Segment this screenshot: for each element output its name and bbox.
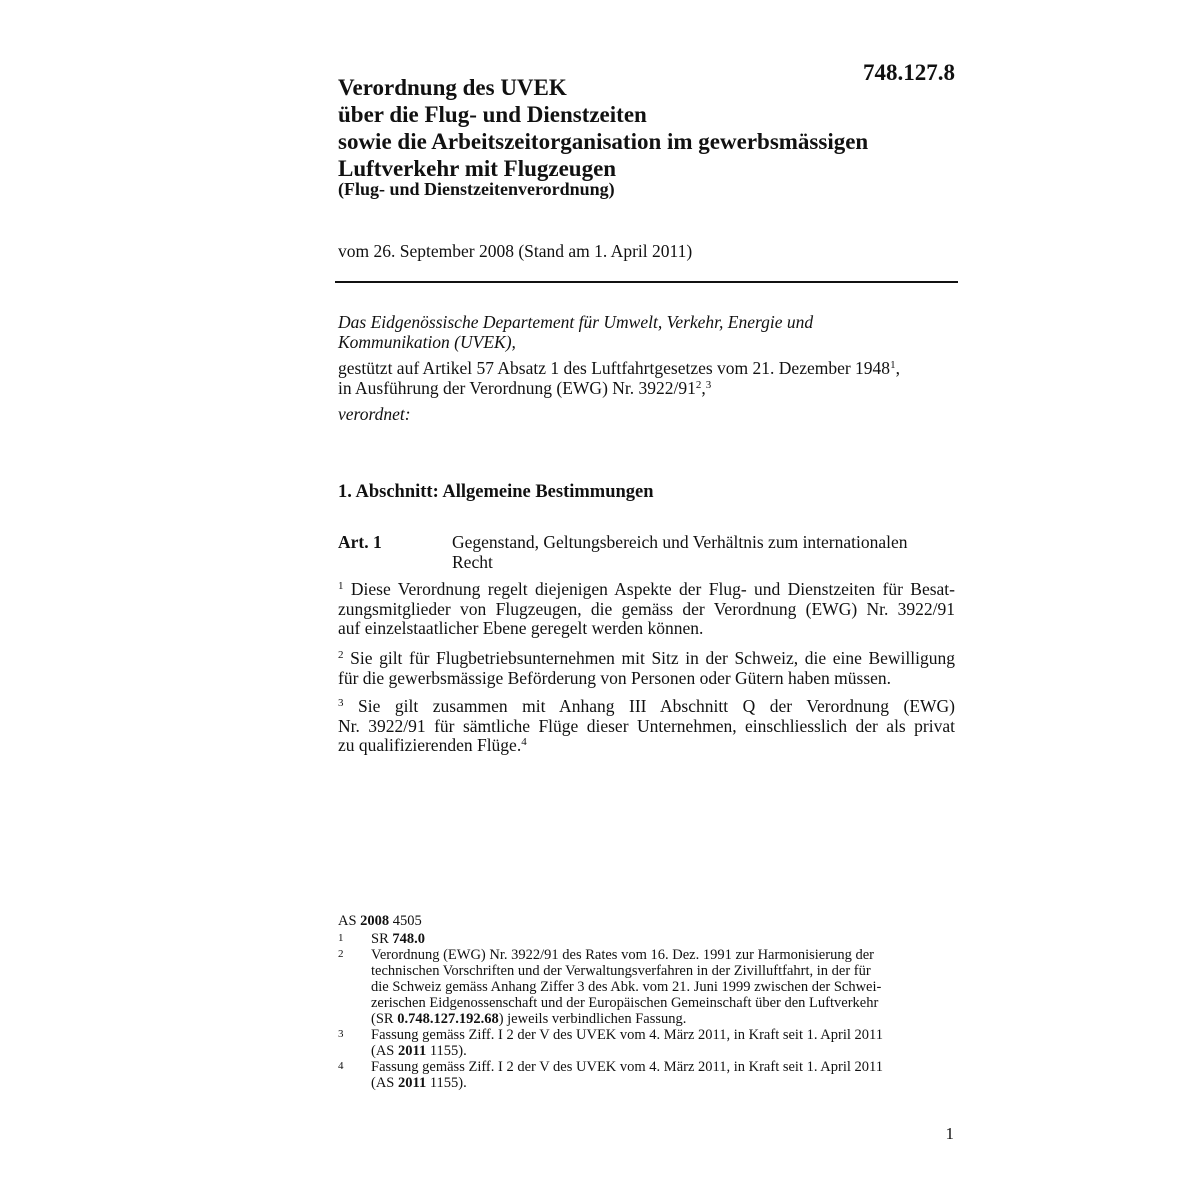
as-year: 2008 [360,913,390,929]
title-line: sowie die Arbeitszeitorganisation im gewerbsmässigen [338,129,869,154]
paragraph-line: zungsmitglieder von Flugzeugen, die gemäss der Verordnung (EWG) Nr. 3922/91 [338,598,955,619]
preamble-basis-text: gestützt auf Artikel 57 Absatz 1 des Luftfahrtgesetzes vom 21. Dezember 1948 [338,358,891,378]
footnote-item [338,931,958,947]
title-line: Luftverkehr mit Flugzeugen [338,156,617,181]
short-title: (Flug- und Dienstzeitenverordnung) [338,179,615,199]
footnote-line-text: 1155). [426,1043,467,1059]
date-line: vom 26. September 2008 (Stand am 1. April 2011) [338,241,693,261]
footnote-line: Verordnung (EWG) Nr. 3922/91 des Rates vom 16. Dez. 1991 zur Harmonisierung der [371,947,874,963]
section-title: 1. Abschnitt: Allgemeine Bestimmungen [338,482,654,502]
paragraph-number: 3 [338,697,344,709]
preamble-basis-line [338,378,958,398]
footnote-number: 2 [338,948,344,960]
footnote-line [371,1043,883,1059]
article-title [452,532,952,572]
footnote-text [371,931,425,947]
paragraph-line [338,649,955,669]
article-title-line: Recht [452,552,493,572]
paragraph-number: 2 [338,649,344,661]
paragraph-text: zu qualifizierenden Flüge. [338,735,522,755]
footnote-as-link[interactable]: 2011 [398,1043,427,1059]
preamble-basis-text: in Ausführung der Verordnung (EWG) Nr. 3922/91 [338,378,696,398]
footnote-line-text: (AS [371,1043,398,1059]
paragraph-line: auf einzelstaatlicher Ebene geregelt werden können. [338,618,704,638]
footnote-line-text: ) jeweils verbindlichen Fassung. [498,1011,687,1027]
page-number: 1 [945,1124,954,1143]
article-paragraph-1 [338,580,955,639]
document-title [338,74,958,182]
footnote-number: 3 [338,1028,344,1040]
paragraph-line [338,697,955,717]
footnote-line: Fassung gemäss Ziff. I 2 der V des UVEK vom 4. März 2011, in Kraft seit 1. April 2011 [371,1059,884,1075]
preamble-authority-line: Das Eidgenössische Departement für Umwelt, Verkehr, Energie und [338,312,814,332]
footnote-line: die Schweiz gemäss Anhang Ziffer 3 des Abk. vom 21. Juni 1999 zwischen der Schwei- [371,979,882,995]
article-paragraph-3 [338,697,955,756]
punctuation: , [701,378,706,398]
title-divider [335,281,958,283]
footnote-ref[interactable]: 2 [695,379,702,391]
footnote-item [338,1027,958,1059]
footnote-item [338,1059,958,1091]
footnote-number: 1 [338,932,344,944]
as-prefix: AS [338,913,361,929]
preamble-decree: verordnet: [338,404,411,424]
paragraph-line: Nr. 3922/91 für sämtliche Flüge dieser Unternehmen, einschliesslich der als privat [338,715,955,736]
footnote-ref[interactable]: 1 [890,359,896,371]
preamble [338,312,958,424]
paragraph-text: Sie gilt für Flugbetriebsunternehmen mit Sitz in der Schweiz, die eine Bewilligung [343,648,955,668]
paragraph-text: Sie gilt zusammen mit Anhang III Abschnitt Q der Verordnung (EWG) [343,696,955,716]
footnote-ref[interactable]: 4 [521,736,527,748]
article-paragraph-2 [338,649,955,688]
article-label: Art. 1 [338,532,382,552]
footnote-line [371,1075,883,1091]
paragraph-line: für die gewerbsmässige Beförderung von Personen oder Gütern haben müssen. [338,667,892,688]
footnote-line-text: (SR [371,1011,398,1027]
footnote-line: Fassung gemäss Ziff. I 2 der V des UVEK vom 4. März 2011, in Kraft seit 1. April 2011 [371,1027,884,1043]
footnote-number: 4 [338,1060,344,1072]
paragraph-number: 1 [338,580,344,592]
title-line: Verordnung des UVEK [338,75,567,100]
footnote-line [371,931,425,947]
sr-number: 748.127.8 [863,60,955,85]
footnote-line: technischen Vorschriften und der Verwaltungsverfahren in der Zivilluftfahrt, in der für [371,963,871,979]
footnote-sr-link[interactable]: 0.748.127.192.68 [397,1011,499,1027]
footnote-line: zerischen Eidgenossenschaft und der Europäischen Gemeinschaft über den Luftverkehr [371,995,879,1011]
paragraph-line [338,580,955,600]
article-title-line: Gegenstand, Geltungsbereich und Verhältnis zum internationalen [452,532,908,552]
footnote-line [371,1011,881,1027]
footnotes [338,913,958,1091]
footnote-sr-link[interactable]: 748.0 [392,931,425,947]
footnote-text [371,1027,883,1059]
as-page: 4505 [389,913,422,929]
footnote-text [371,1059,883,1091]
punctuation: , [895,358,900,378]
preamble-authority-line: Kommunikation (UVEK), [338,332,516,352]
footnote-ref[interactable]: 3 [705,379,712,391]
footnote-line-text: (AS [371,1075,398,1091]
paragraph-line [338,736,955,756]
preamble-basis-line [338,358,958,378]
footnote-item [338,947,958,1027]
as-reference [338,913,958,929]
paragraph-text: Diese Verordnung regelt diejenigen Aspekte der Flug- und Dienstzeiten für Besat- [343,579,955,599]
footnote-as-link[interactable]: 2011 [398,1075,427,1091]
footnote-line-text: SR [371,931,393,947]
footnote-line-text: 1155). [426,1075,467,1091]
footnote-text [371,947,881,1027]
title-line: über die Flug- und Dienstzeiten [338,102,647,127]
